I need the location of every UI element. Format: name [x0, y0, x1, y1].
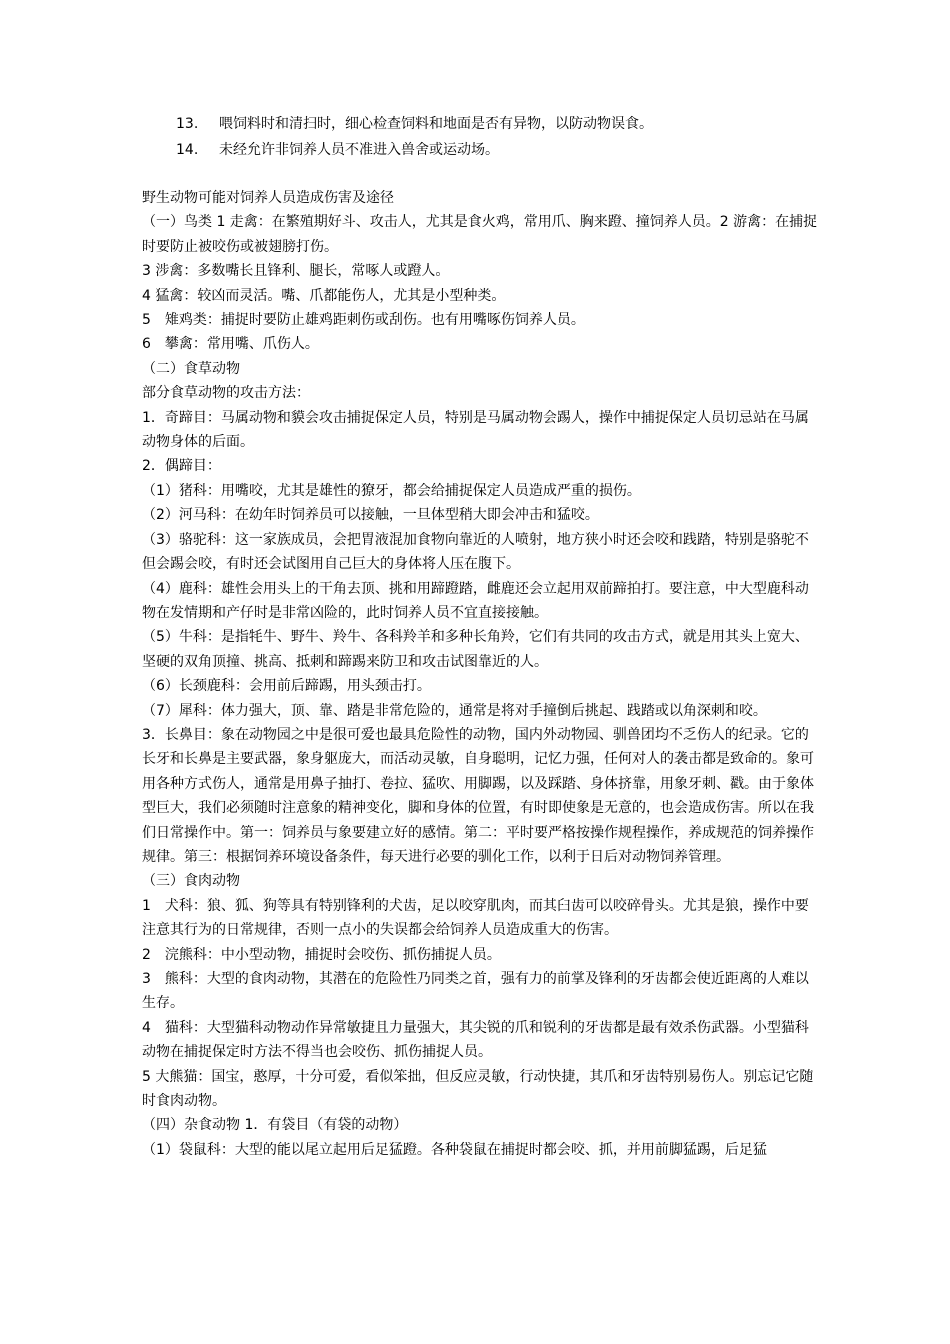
paragraph: 3 涉禽：多数嘴长且锋利、腿长，常啄人或蹬人。	[142, 263, 450, 280]
list-number: 13.	[176, 116, 199, 132]
paragraph: 5 雉鸡类：捕捉时要防止雄鸡距刺伤或刮伤。也有用嘴啄伤饲养人员。	[142, 312, 585, 329]
paragraph: （5）牛科：是指牦牛、野牛、羚牛、各科羚羊和多种长角羚，它们有共同的攻击方式，就是用其头上宽大、坚硬的双角顶撞、挑高、抵刺和蹄踢来防卫和攻击试图靠近的人。	[142, 629, 809, 670]
list-text: 未经允许非饲养人员不准进入兽舍或运动场。	[219, 142, 499, 158]
section-heading: 野生动物可能对饲养人员造成伤害及途径	[142, 190, 394, 206]
list-text: 喂饲料时和清扫时，细心检查饲料和地面是否有异物，以防动物误食。	[219, 116, 653, 132]
paragraph: 4 猛禽：较凶而灵活。嘴、爪都能伤人，尤其是小型种类。	[142, 287, 506, 304]
paragraph: 6 攀禽：常用嘴、爪伤人。	[142, 336, 319, 353]
paragraph: （4）鹿科：雄性会用头上的干角去顶、挑和用蹄蹬踏，雌鹿还会立起用双前蹄拍打。要注意，中大型鹿科动物在发情期和产仔时是非常凶险的，此时饲养人员不宜直接接触。	[142, 580, 809, 621]
paragraph: 5 大熊猫：国宝，憨厚，十分可爱，看似笨拙，但反应灵敏，行动快捷，其爪和牙齿特别易伤人。别忘记它随时食肉动物。	[142, 1068, 814, 1110]
paragraph: （3）骆驼科：这一家族成员，会把胃液混加食物向靠近的人喷射，地方狭小时还会咬和践踏，特别是骆驼不但会踢会咬，有时还会试图用自己巨大的身体将人压在腹下。	[142, 531, 809, 573]
paragraph: 4 猫科：大型猫科动物动作异常敏捷且力量强大，其尖锐的爪和锐利的牙齿都是最有效杀伤武器。小型猫科动物在捕捉保定时方法不得当也会咬伤、抓伤捕捉人员。	[142, 1019, 809, 1061]
document-body	[142, 186, 822, 1162]
paragraph: （一）鸟类 1 走禽：在繁殖期好斗、攻击人，尤其是食火鸡，常用爪、胸来蹬、撞饲养人员。2 游禽：在捕捉时要防止被咬伤或被翅膀打伤。	[142, 214, 818, 255]
paragraph: （2）河马科：在幼年时饲养员可以接触，一旦体型稍大即会冲击和猛咬。	[142, 507, 599, 524]
paragraph: 3．长鼻目：象在动物园之中是很可爱也最具危险性的动物，国内外动物园、驯兽团均不乏伤人的纪录。它的长牙和长鼻是主要武器，象身躯庞大，而活动灵敏，自身聪明，记忆力强，任何对人的袭击都是致命的。象可用各种方式伤人，通常是用鼻子抽打、卷拉、猛吹、用脚踢，以及踩踏、身体挤靠，用象牙刺、戳。由于象体型巨大，我们必须随时注意象的精神变化，脚和身体的位置，有时即使象是无意的，也会造成伤害。所以在我们日常操作中。第一：饲养员与象要建立好的感情。第二：平时要严格按操作规程操作，养成规范的饲养操作规律。第三：根据饲养环境设备条件，每天进行必要的驯化工作，以利于日后对动物饲养管理。	[142, 726, 814, 865]
paragraph: 1．奇蹄目：马属动物和貘会攻击捕捉保定人员，特别是马属动物会踢人，操作中捕捉保定人员切忌站在马属动物身体的后面。	[142, 409, 809, 451]
subsection-heading: （四）杂食动物 1．有袋目（有袋的动物）	[142, 1117, 408, 1134]
paragraph: （1）袋鼠科：大型的能以尾立起用后足猛蹬。各种袋鼠在捕捉时都会咬、抓，并用前脚猛踢，后足猛	[142, 1141, 767, 1158]
list-item	[0, 138, 950, 164]
paragraph: （6）长颈鹿科：会用前后蹄踢，用头颈击打。	[142, 678, 431, 695]
list-item	[0, 112, 950, 138]
paragraph: （1）猪科：用嘴咬，尤其是雄性的獠牙，都会给捕捉保定人员造成严重的损伤。	[142, 482, 641, 499]
paragraph: 部分食草动物的攻击方法：	[142, 385, 310, 402]
paragraph: 2 浣熊科：中小型动物，捕捉时会咬伤、抓伤捕捉人员。	[142, 946, 501, 963]
paragraph: 3 熊科：大型的食肉动物，其潜在的危险性乃同类之首，强有力的前掌及锋利的牙齿都会使近距离的人难以生存。	[142, 971, 809, 1012]
paragraph: 2．偶蹄目：	[142, 458, 221, 475]
list-number: 14.	[176, 142, 199, 158]
paragraph: 1 犬科：狼、狐、狗等具有特别锋利的犬齿，足以咬穿肌肉，而其臼齿可以咬碎骨头。尤其是狼，操作中要注意其行为的日常规律，否则一点小的失误都会给饲养人员造成重大的伤害。	[142, 897, 809, 939]
paragraph: （7）犀科：体力强大，顶、靠、踏是非常危险的，通常是将对手撞倒后挑起、践踏或以角深刺和咬。	[142, 702, 767, 719]
subsection-heading: （三）食肉动物	[142, 873, 240, 890]
subsection-heading: （二）食草动物	[142, 360, 240, 377]
